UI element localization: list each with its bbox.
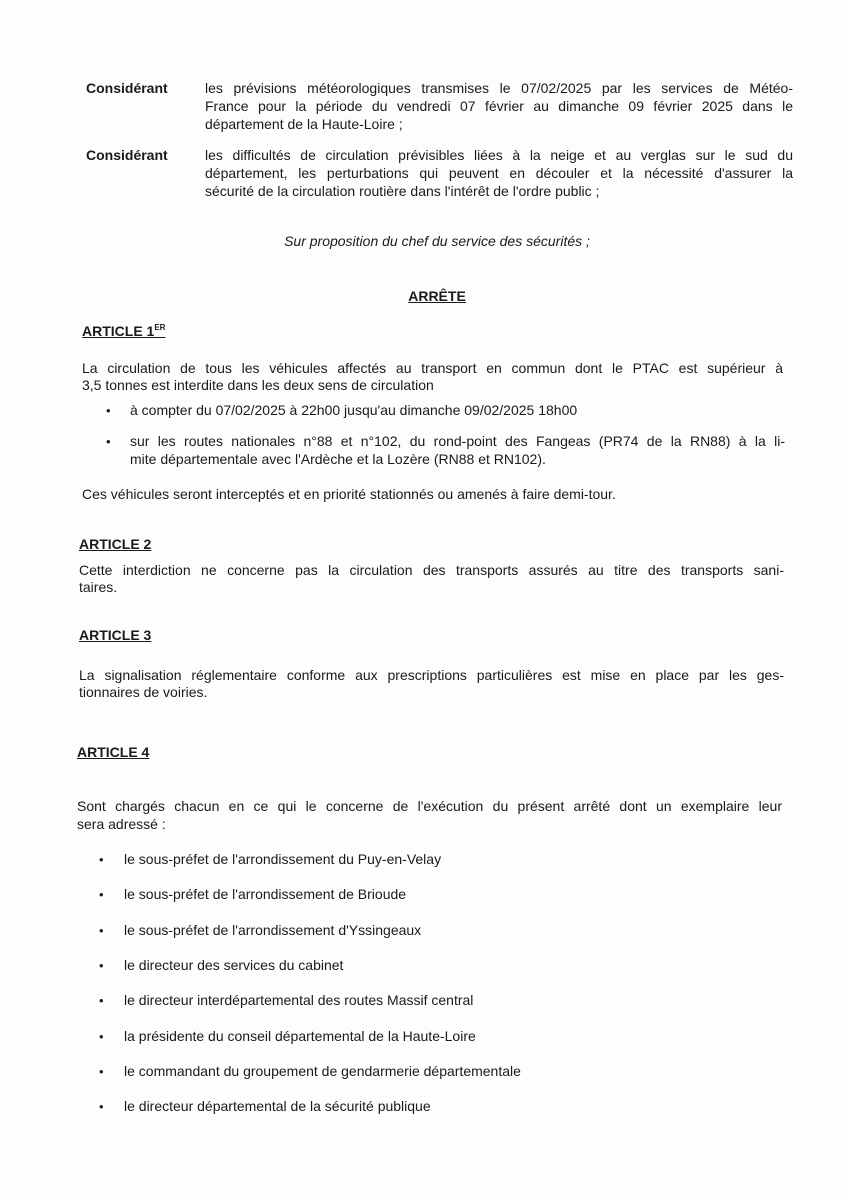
arrete-heading: ARRÊTE (408, 288, 466, 304)
recipient-item: la présidente du conseil départemental de la Haute-Loire (124, 1027, 476, 1044)
article-1-bullet: sur les routes nationales n°88 et n°102, du rond-point des Fangeas (PR74 de la RN88) à la li- (130, 433, 785, 449)
bullet-icon: • (99, 1063, 104, 1079)
bullet-icon: • (106, 403, 111, 418)
considerant-text: les prévisions météorologiques transmises le 07/02/2025 par les services de Météo- (205, 80, 793, 96)
bullet-icon: • (99, 922, 104, 938)
article-2-title: ARTICLE 2 (79, 536, 152, 552)
recipient-item: le sous-préfet de l'arrondissement d'Yssingeaux (124, 921, 422, 938)
article-1-text: 3,5 tonnes est interdite dans les deux sens de circulation (82, 377, 434, 393)
article-1-bullet: à compter du 07/02/2025 à 22h00 jusqu'au dimanche 09/02/2025 18h00 (130, 402, 578, 418)
bullet-icon: • (106, 434, 111, 449)
article-1-title: ARTICLE 1ER (82, 323, 166, 339)
considerant-text: France pour la période du vendredi 07 février au dimanche 09 février 2025 dans le (205, 98, 793, 114)
bullet-icon: • (99, 957, 104, 973)
article-4-text: Sont chargés chacun en ce qui le concerne de l'exécution du présent arrêté dont un exemplaire leur (77, 798, 782, 814)
article-1-outro: Ces véhicules seront interceptés et en priorité stationnés ou amenés à faire demi-tour. (82, 486, 616, 502)
recipient-item: le commandant du groupement de gendarmerie départementale (124, 1062, 521, 1079)
considerant-text: département, les perturbations qui peuvent en découler et la nécessité d'assurer la (205, 165, 793, 181)
considerant-label: Considérant (86, 80, 168, 96)
recipient-item: le sous-préfet de l'arrondissement de Brioude (124, 886, 407, 903)
article-1-text: La circulation de tous les véhicules affectés au transport en commun dont le PTAC est supérieur à (82, 360, 783, 376)
recipient-item: le directeur départemental de la sécurité publique (124, 1098, 431, 1115)
article-1-bullet: mite départementale avec l'Ardèche et la Lozère (RN88 et RN102). (130, 451, 546, 467)
considerant-label: Considérant (86, 147, 168, 163)
article-3-title: ARTICLE 3 (79, 627, 152, 643)
bullet-icon: • (99, 1028, 104, 1044)
proposition: Sur proposition du chef du service des sécurités ; (284, 233, 590, 249)
article-3-text: tionnaires de voiries. (79, 684, 208, 700)
recipient-item: le directeur interdépartemental des routes Massif central (124, 992, 474, 1009)
recipient-item: le directeur des services du cabinet (124, 956, 344, 973)
article-4-text: sera adressé : (77, 816, 166, 832)
bullet-icon: • (99, 1099, 104, 1115)
considerant-text: sécurité de la circulation routière dans l'intérêt de l'ordre public ; (205, 183, 600, 199)
article-2-text: Cette interdiction ne concerne pas la circulation des transports assurés au titre des transports sani- (79, 562, 784, 578)
considerant-text: département de la Haute-Loire ; (205, 116, 403, 132)
article-4-title: ARTICLE 4 (77, 744, 150, 760)
article-3-text: La signalisation réglementaire conforme aux prescriptions particulières est mise en place par les ges- (79, 667, 784, 683)
article-2-text: taires. (79, 579, 118, 595)
bullet-icon: • (99, 887, 104, 903)
recipient-item: le sous-préfet de l'arrondissement du Puy-en-Velay (124, 851, 442, 867)
considerant-text: les difficultés de circulation prévisibles liées à la neige et au verglas sur le sud du (205, 147, 793, 163)
bullet-icon: • (99, 852, 104, 867)
bullet-icon: • (99, 993, 104, 1009)
